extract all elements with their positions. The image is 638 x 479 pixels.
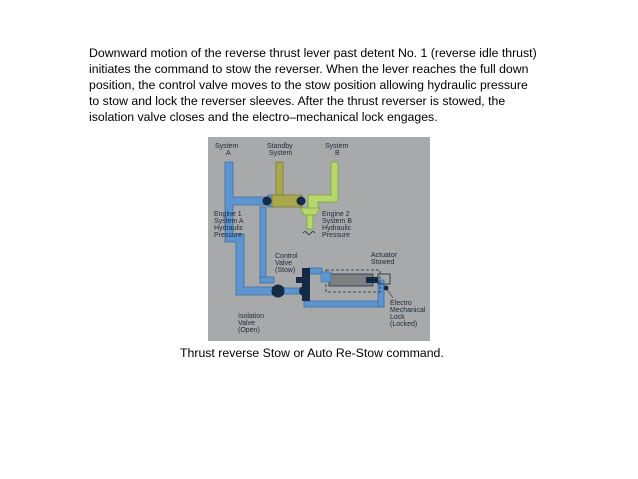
engine2-label: Engine 2 System B Hydraulic Pressure bbox=[322, 211, 352, 239]
standby-system-label: Standby System bbox=[267, 143, 293, 157]
system-a-label: System A bbox=[215, 143, 239, 157]
figure-caption: Thrust reverse Stow or Auto Re-Stow command. bbox=[180, 346, 444, 360]
paragraph-line: isolation valve closes and the electro–mechanical lock engages. bbox=[89, 110, 438, 124]
isolation-valve bbox=[272, 285, 285, 298]
electro-mechanical-lock-label: Electro Mechanical Lock (Locked) bbox=[390, 300, 426, 328]
system-a-check-valve bbox=[263, 197, 272, 206]
description-paragraph bbox=[89, 45, 559, 125]
control-valve-label: Control Valve (Stow) bbox=[275, 253, 298, 274]
paragraph-line: position, the control valve moves to the stow position allowing hydraulic pressure bbox=[89, 78, 528, 92]
paragraph-line: Downward motion of the reverse thrust lever past detent No. 1 (reverse idle thrust) bbox=[89, 46, 537, 60]
paragraph-line: to stow and lock the reverser sleeves. After the thrust reverser is stowed, the bbox=[89, 94, 506, 108]
engine1-label: Engine 1 System A Hydraulic Pressure bbox=[214, 211, 244, 239]
isolation-valve-label: Isolation Valve (Open) bbox=[238, 313, 265, 334]
system-b-label: System B bbox=[325, 143, 349, 157]
hydraulic-diagram bbox=[208, 137, 430, 341]
actuator-label: Actuator Stowed bbox=[371, 252, 398, 266]
standby-check-valve bbox=[297, 197, 306, 206]
paragraph-line: initiates the command to stow the reverser. When the lever reaches the full down bbox=[89, 62, 529, 76]
